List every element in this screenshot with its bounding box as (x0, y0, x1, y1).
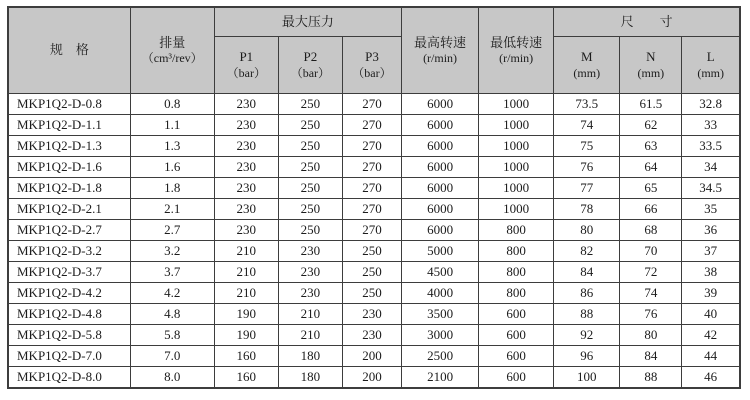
cell-p3: 270 (342, 157, 401, 178)
cell-p2: 250 (278, 94, 342, 115)
cell-spec: MKP1Q2-D-4.8 (8, 304, 130, 325)
cell-max-speed: 4000 (402, 283, 479, 304)
cell-max-speed: 4500 (402, 262, 479, 283)
col-header-max-speed-unit: (r/min) (423, 51, 458, 66)
cell-p1: 210 (214, 262, 278, 283)
cell-min-speed: 1000 (479, 115, 554, 136)
cell-l: 44 (682, 346, 740, 367)
cell-spec: MKP1Q2-D-1.3 (8, 136, 130, 157)
col-header-p1-unit: （bar） (226, 65, 266, 80)
cell-p2: 230 (278, 262, 342, 283)
cell-p2: 230 (278, 283, 342, 304)
table-row (8, 241, 740, 262)
cell-max-speed: 6000 (402, 94, 479, 115)
cell-m: 82 (554, 241, 620, 262)
table-row (8, 115, 740, 136)
cell-min-speed: 600 (479, 325, 554, 346)
cell-max-speed: 3000 (402, 325, 479, 346)
cell-spec: MKP1Q2-D-5.8 (8, 325, 130, 346)
cell-max-speed: 6000 (402, 136, 479, 157)
cell-min-speed: 1000 (479, 136, 554, 157)
table-row (8, 94, 740, 115)
cell-displacement: 5.8 (130, 325, 214, 346)
cell-displacement: 1.8 (130, 178, 214, 199)
cell-l: 36 (682, 220, 740, 241)
col-header-m (554, 37, 620, 94)
cell-p1: 190 (214, 325, 278, 346)
col-header-displacement-label: 排量 (159, 34, 186, 50)
col-header-dimensions-group-label: 尺 寸 (620, 13, 673, 29)
col-header-displacement-unit: （cm³/rev） (141, 51, 203, 66)
cell-displacement: 4.2 (130, 283, 214, 304)
cell-p2: 250 (278, 157, 342, 178)
table-row (8, 220, 740, 241)
cell-l: 46 (682, 367, 740, 389)
cell-max-speed: 6000 (402, 115, 479, 136)
cell-p3: 200 (342, 346, 401, 367)
col-header-m-label: M (580, 49, 593, 65)
col-header-min-speed (479, 7, 554, 94)
cell-n: 65 (620, 178, 682, 199)
cell-min-speed: 800 (479, 283, 554, 304)
cell-m: 76 (554, 157, 620, 178)
table-row (8, 325, 740, 346)
cell-l: 34 (682, 157, 740, 178)
cell-m: 75 (554, 136, 620, 157)
cell-p3: 230 (342, 304, 401, 325)
cell-min-speed: 800 (479, 220, 554, 241)
cell-spec: MKP1Q2-D-3.2 (8, 241, 130, 262)
cell-l: 42 (682, 325, 740, 346)
cell-p2: 230 (278, 241, 342, 262)
cell-n: 68 (620, 220, 682, 241)
col-header-p2-label: P2 (303, 49, 318, 65)
cell-spec: MKP1Q2-D-1.6 (8, 157, 130, 178)
col-header-min-speed-unit: (r/min) (499, 51, 534, 66)
cell-p3: 230 (342, 325, 401, 346)
col-header-p3-label: P3 (365, 49, 379, 65)
cell-p1: 190 (214, 304, 278, 325)
cell-n: 84 (620, 346, 682, 367)
table-row (8, 199, 740, 220)
col-header-n-label: N (646, 49, 656, 65)
cell-m: 100 (554, 367, 620, 389)
cell-p3: 270 (342, 94, 401, 115)
cell-displacement: 4.8 (130, 304, 214, 325)
table-row (8, 304, 740, 325)
col-header-pressure-group-label: 最大压力 (281, 13, 334, 29)
cell-max-speed: 2100 (402, 367, 479, 389)
cell-displacement: 1.3 (130, 136, 214, 157)
cell-max-speed: 2500 (402, 346, 479, 367)
cell-m: 78 (554, 199, 620, 220)
pump-spec-table (7, 6, 741, 389)
cell-l: 39 (682, 283, 740, 304)
cell-min-speed: 1000 (479, 178, 554, 199)
cell-l: 34.5 (682, 178, 740, 199)
cell-p1: 210 (214, 283, 278, 304)
table-row (8, 283, 740, 304)
cell-p1: 230 (214, 199, 278, 220)
cell-p2: 210 (278, 325, 342, 346)
cell-p2: 250 (278, 115, 342, 136)
cell-m: 86 (554, 283, 620, 304)
cell-displacement: 0.8 (130, 94, 214, 115)
cell-l: 32.8 (682, 94, 740, 115)
cell-max-speed: 3500 (402, 304, 479, 325)
table-row (8, 178, 740, 199)
cell-n: 74 (620, 283, 682, 304)
cell-p2: 250 (278, 220, 342, 241)
cell-l: 35 (682, 199, 740, 220)
cell-l: 38 (682, 262, 740, 283)
cell-max-speed: 6000 (402, 220, 479, 241)
cell-min-speed: 600 (479, 346, 554, 367)
cell-p2: 180 (278, 346, 342, 367)
table-row (8, 367, 740, 389)
table-header (8, 7, 740, 94)
col-header-p2-unit: （bar） (290, 65, 331, 80)
table-row (8, 262, 740, 283)
cell-displacement: 2.1 (130, 199, 214, 220)
cell-n: 80 (620, 325, 682, 346)
cell-m: 74 (554, 115, 620, 136)
cell-p2: 250 (278, 136, 342, 157)
cell-p3: 270 (342, 136, 401, 157)
header-group-row (8, 7, 740, 37)
cell-p2: 210 (278, 304, 342, 325)
cell-n: 72 (620, 262, 682, 283)
cell-p3: 250 (342, 283, 401, 304)
cell-p1: 230 (214, 178, 278, 199)
cell-n: 76 (620, 304, 682, 325)
table-row (8, 136, 740, 157)
cell-p1: 230 (214, 157, 278, 178)
col-header-n-unit: (mm) (637, 65, 665, 80)
col-header-n (620, 37, 682, 94)
cell-l: 33 (682, 115, 740, 136)
cell-n: 64 (620, 157, 682, 178)
cell-n: 66 (620, 199, 682, 220)
col-header-m-unit: (mm) (573, 65, 601, 80)
cell-l: 33.5 (682, 136, 740, 157)
cell-m: 80 (554, 220, 620, 241)
col-header-p1-label: P1 (239, 49, 254, 65)
cell-p3: 270 (342, 199, 401, 220)
cell-m: 92 (554, 325, 620, 346)
cell-p3: 250 (342, 262, 401, 283)
cell-n: 88 (620, 367, 682, 389)
table-body (8, 94, 740, 389)
cell-l: 37 (682, 241, 740, 262)
cell-p3: 250 (342, 241, 401, 262)
cell-p3: 270 (342, 115, 401, 136)
cell-min-speed: 1000 (479, 157, 554, 178)
cell-n: 63 (620, 136, 682, 157)
cell-spec: MKP1Q2-D-0.8 (8, 94, 130, 115)
cell-m: 88 (554, 304, 620, 325)
col-header-pressure-group (214, 7, 401, 37)
cell-min-speed: 800 (479, 241, 554, 262)
cell-p3: 270 (342, 220, 401, 241)
cell-p2: 250 (278, 178, 342, 199)
cell-min-speed: 600 (479, 304, 554, 325)
cell-n: 70 (620, 241, 682, 262)
col-header-max-speed (402, 7, 479, 94)
cell-p3: 270 (342, 178, 401, 199)
col-header-p3 (342, 37, 401, 94)
col-header-spec (8, 7, 130, 94)
cell-max-speed: 6000 (402, 178, 479, 199)
col-header-min-speed-label: 最低转速 (490, 34, 543, 50)
cell-n: 61.5 (620, 94, 682, 115)
cell-p2: 250 (278, 199, 342, 220)
table-row (8, 346, 740, 367)
cell-l: 40 (682, 304, 740, 325)
col-header-l-label: L (706, 49, 715, 65)
cell-spec: MKP1Q2-D-1.8 (8, 178, 130, 199)
table-row (8, 157, 740, 178)
cell-displacement: 2.7 (130, 220, 214, 241)
cell-displacement: 8.0 (130, 367, 214, 389)
col-header-l (682, 37, 740, 94)
cell-max-speed: 5000 (402, 241, 479, 262)
cell-p1: 160 (214, 346, 278, 367)
cell-n: 62 (620, 115, 682, 136)
cell-min-speed: 1000 (479, 199, 554, 220)
col-header-l-unit: (mm) (697, 65, 725, 80)
col-header-max-speed-label: 最高转速 (414, 34, 467, 50)
cell-spec: MKP1Q2-D-2.7 (8, 220, 130, 241)
cell-min-speed: 800 (479, 262, 554, 283)
cell-p1: 230 (214, 136, 278, 157)
col-header-p3-unit: （bar） (352, 65, 392, 80)
cell-p1: 230 (214, 220, 278, 241)
cell-min-speed: 1000 (479, 94, 554, 115)
col-header-p1 (214, 37, 278, 94)
cell-p1: 160 (214, 367, 278, 389)
cell-spec: MKP1Q2-D-2.1 (8, 199, 130, 220)
cell-displacement: 3.7 (130, 262, 214, 283)
cell-p2: 180 (278, 367, 342, 389)
cell-displacement: 3.2 (130, 241, 214, 262)
col-header-displacement (130, 7, 214, 94)
col-header-dimensions-group (554, 7, 740, 37)
cell-p1: 230 (214, 115, 278, 136)
cell-spec: MKP1Q2-D-1.1 (8, 115, 130, 136)
cell-displacement: 1.1 (130, 115, 214, 136)
cell-displacement: 1.6 (130, 157, 214, 178)
cell-displacement: 7.0 (130, 346, 214, 367)
col-header-spec-label: 规 格 (49, 42, 89, 58)
cell-m: 84 (554, 262, 620, 283)
cell-p1: 230 (214, 94, 278, 115)
cell-m: 73.5 (554, 94, 620, 115)
col-header-p2 (278, 37, 342, 94)
cell-max-speed: 6000 (402, 157, 479, 178)
cell-min-speed: 600 (479, 367, 554, 389)
cell-m: 96 (554, 346, 620, 367)
cell-spec: MKP1Q2-D-7.0 (8, 346, 130, 367)
cell-spec: MKP1Q2-D-4.2 (8, 283, 130, 304)
cell-max-speed: 6000 (402, 199, 479, 220)
cell-spec: MKP1Q2-D-8.0 (8, 367, 130, 389)
cell-p3: 200 (342, 367, 401, 389)
cell-m: 77 (554, 178, 620, 199)
cell-spec: MKP1Q2-D-3.7 (8, 262, 130, 283)
cell-p1: 210 (214, 241, 278, 262)
